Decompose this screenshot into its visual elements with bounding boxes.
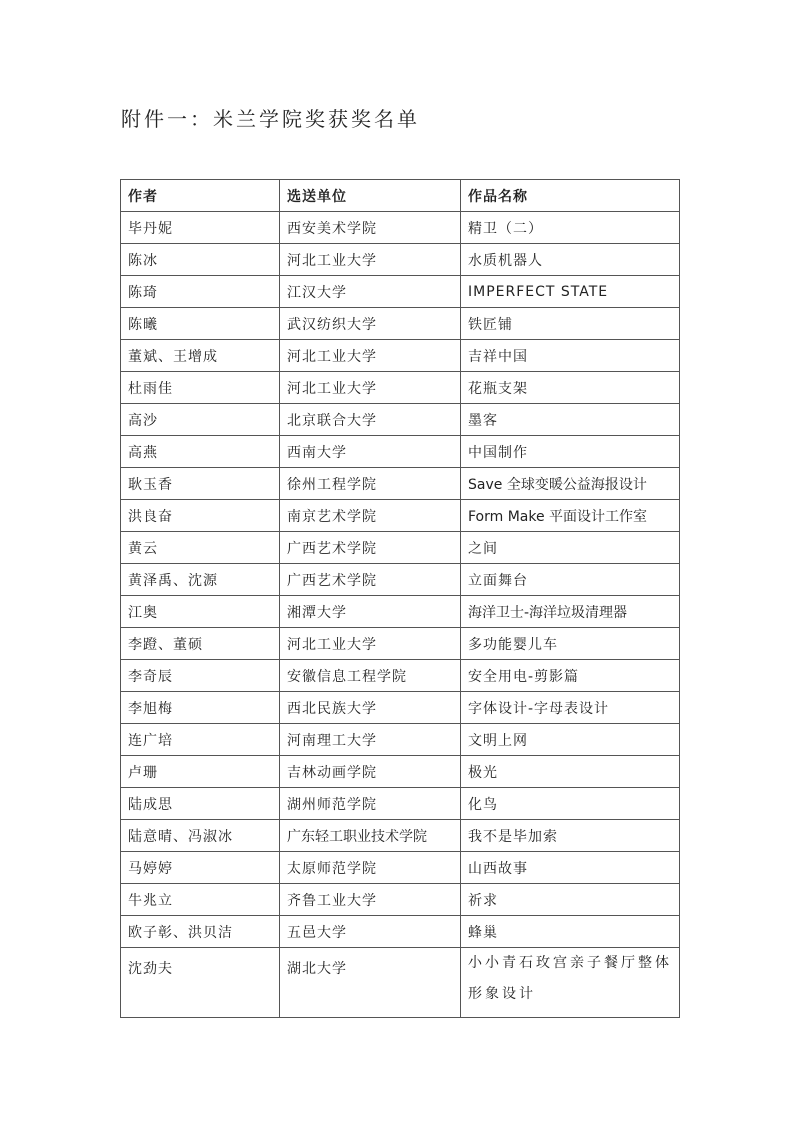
unit-cell: 北京联合大学: [280, 404, 461, 436]
work-cell: 蜂巢: [461, 916, 680, 948]
table-row: [121, 244, 680, 276]
work-cell: 立面舞台: [461, 564, 680, 596]
author-cell: 李奇辰: [121, 660, 280, 692]
table-row: [121, 884, 680, 916]
unit-cell: 广西艺术学院: [280, 532, 461, 564]
author-cell: 高燕: [121, 436, 280, 468]
work-cell: IMPERFECT STATE: [461, 276, 680, 308]
author-cell: 陆成思: [121, 788, 280, 820]
header-author: 作者: [121, 180, 280, 212]
unit-cell: 河北工业大学: [280, 340, 461, 372]
work-cell: 我不是毕加索: [461, 820, 680, 852]
work-cell: 花瓶支架: [461, 372, 680, 404]
work-cell: Form Make 平面设计工作室: [461, 500, 680, 532]
author-cell: 黄泽禹、沈源: [121, 564, 280, 596]
work-cell: 文明上网: [461, 724, 680, 756]
author-cell: 陈琦: [121, 276, 280, 308]
table-row: [121, 788, 680, 820]
author-cell: 耿玉香: [121, 468, 280, 500]
author-cell: 毕丹妮: [121, 212, 280, 244]
author-cell: 沈劲夫: [121, 948, 280, 1018]
work-cell: 中国制作: [461, 436, 680, 468]
table-row: [121, 372, 680, 404]
work-cell: 山西故事: [461, 852, 680, 884]
author-cell: 高沙: [121, 404, 280, 436]
table-row: [121, 756, 680, 788]
author-cell: 欧子彰、洪贝洁: [121, 916, 280, 948]
author-cell: 卢珊: [121, 756, 280, 788]
page-title: 附件一：米兰学院奖获奖名单: [121, 107, 420, 131]
unit-cell: 五邑大学: [280, 916, 461, 948]
author-cell: 陈冰: [121, 244, 280, 276]
work-cell: 之间: [461, 532, 680, 564]
unit-cell: 武汉纺织大学: [280, 308, 461, 340]
table-row: [121, 852, 680, 884]
table-row: [121, 404, 680, 436]
table-header-row: [121, 180, 680, 212]
table-row: [121, 660, 680, 692]
work-cell: 墨客: [461, 404, 680, 436]
work-cell: 小小青石玫宫亲子餐厅整体形象设计: [461, 948, 680, 1018]
unit-cell: 太原师范学院: [280, 852, 461, 884]
work-cell: 祈求: [461, 884, 680, 916]
unit-cell: 河南理工大学: [280, 724, 461, 756]
table-row: [121, 500, 680, 532]
work-cell: 海洋卫士-海洋垃圾清理器: [461, 596, 680, 628]
table-row: [121, 276, 680, 308]
header-work: 作品名称: [461, 180, 680, 212]
table-row: [121, 532, 680, 564]
work-cell: 极光: [461, 756, 680, 788]
unit-cell: 河北工业大学: [280, 244, 461, 276]
author-cell: 李旭梅: [121, 692, 280, 724]
work-cell: 安全用电-剪影篇: [461, 660, 680, 692]
author-cell: 牛兆立: [121, 884, 280, 916]
unit-cell: 河北工业大学: [280, 628, 461, 660]
author-cell: 陈曦: [121, 308, 280, 340]
unit-cell: 安徽信息工程学院: [280, 660, 461, 692]
table-row: [121, 692, 680, 724]
unit-cell: 吉林动画学院: [280, 756, 461, 788]
work-cell: 铁匠铺: [461, 308, 680, 340]
table-row: [121, 724, 680, 756]
work-cell: 吉祥中国: [461, 340, 680, 372]
award-table: [120, 179, 680, 1018]
author-cell: 连广培: [121, 724, 280, 756]
unit-cell: 南京艺术学院: [280, 500, 461, 532]
table-row: [121, 308, 680, 340]
unit-cell: 江汉大学: [280, 276, 461, 308]
work-cell: 字体设计-字母表设计: [461, 692, 680, 724]
table-row: [121, 212, 680, 244]
work-cell: Save 全球变暖公益海报设计: [461, 468, 680, 500]
table-row: [121, 628, 680, 660]
unit-cell: 广东轻工职业技术学院: [280, 820, 461, 852]
table-row: [121, 436, 680, 468]
unit-cell: 齐鲁工业大学: [280, 884, 461, 916]
table-row: [121, 564, 680, 596]
table-row: [121, 340, 680, 372]
author-cell: 马婷婷: [121, 852, 280, 884]
table-row: [121, 820, 680, 852]
unit-cell: 河北工业大学: [280, 372, 461, 404]
author-cell: 杜雨佳: [121, 372, 280, 404]
unit-cell: 徐州工程学院: [280, 468, 461, 500]
table-row: [121, 468, 680, 500]
header-unit: 选送单位: [280, 180, 461, 212]
unit-cell: 湖北大学: [280, 948, 461, 1018]
author-cell: 陆意晴、冯淑冰: [121, 820, 280, 852]
table-row: [121, 948, 680, 1018]
unit-cell: 广西艺术学院: [280, 564, 461, 596]
unit-cell: 西安美术学院: [280, 212, 461, 244]
author-cell: 李蹬、董硕: [121, 628, 280, 660]
work-cell: 化鸟: [461, 788, 680, 820]
work-cell: 多功能婴儿车: [461, 628, 680, 660]
author-cell: 洪良奋: [121, 500, 280, 532]
work-cell: 精卫（二）: [461, 212, 680, 244]
work-cell: 水质机器人: [461, 244, 680, 276]
author-cell: 董斌、王增成: [121, 340, 280, 372]
unit-cell: 西北民族大学: [280, 692, 461, 724]
table-row: [121, 916, 680, 948]
unit-cell: 湘潭大学: [280, 596, 461, 628]
author-cell: 黄云: [121, 532, 280, 564]
table-row: [121, 596, 680, 628]
author-cell: 江奥: [121, 596, 280, 628]
unit-cell: 湖州师范学院: [280, 788, 461, 820]
unit-cell: 西南大学: [280, 436, 461, 468]
